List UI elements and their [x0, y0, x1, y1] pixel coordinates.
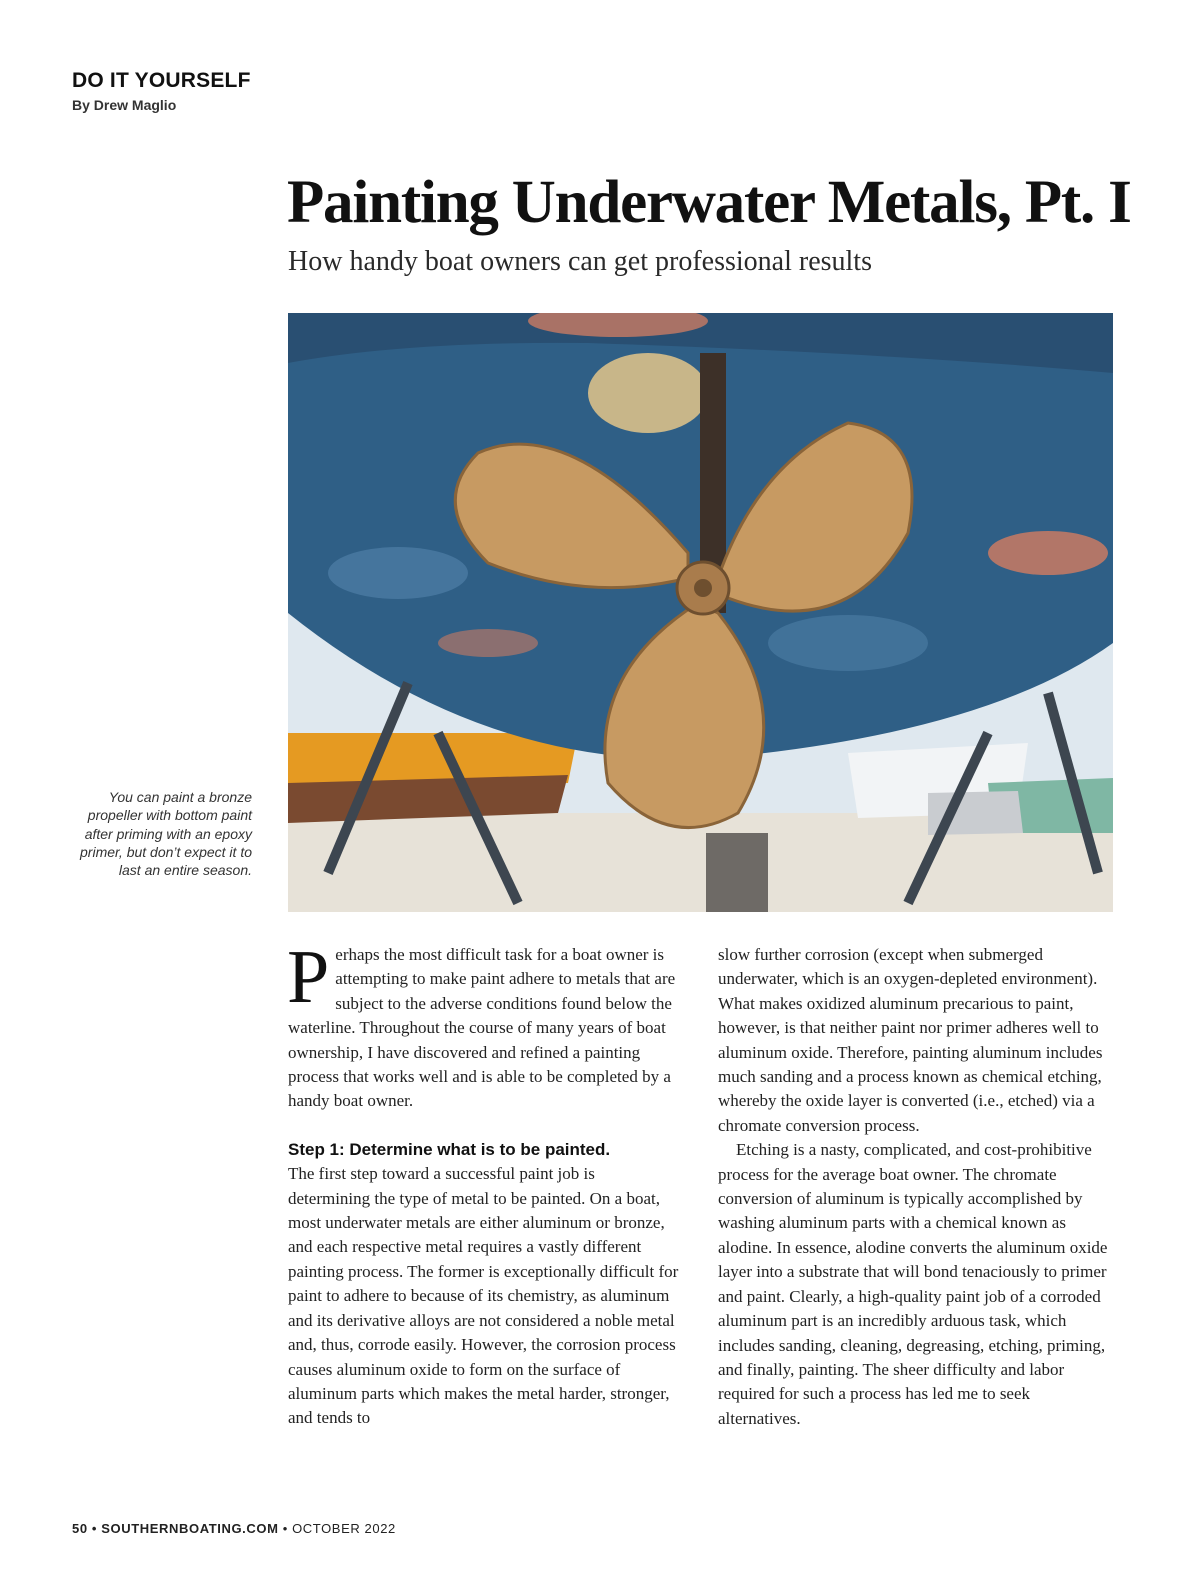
intro-text: erhaps the most difficult task for a boat owner is attempting to make paint adhere to metals that are subject to the adverse conditions found below the waterline. Throughout the course of many years of boat ownership, I have discovered and refined a painting process that works well and is able to be completed by a handy boat owner. [288, 945, 676, 1111]
article-subtitle: How handy boat owners can get professional results [288, 246, 872, 277]
site-name: SOUTHERNBOATING.COM [101, 1521, 279, 1536]
intro-paragraph [287, 935, 680, 1114]
step-1-heading: Step 1: Determine what is to be painted. [288, 1139, 611, 1159]
body-column-right [718, 943, 1110, 1431]
right-paragraph-2: Etching is a nasty, complicated, and cost-prohibitive process for the average boat owner. The chromate conversion of aluminum is typically accomplished by washing aluminum parts with a chemical known as alodine. In essence, alodine converts the aluminum oxide layer into a substrate that will bond tenaciously to primer and paint. Clearly, a high-quality paint job of a corroded aluminum part is an incredibly arduous task, which includes sanding, cleaning, degreasing, etching, priming, and finally, painting. The sheer difficulty and labor required for such a process has led me to seek alternatives. [718, 1140, 1108, 1428]
page-footer: 50 • SOUTHERNBOATING.COM • OCTOBER 2022 [72, 1521, 396, 1536]
body-column-left [287, 935, 680, 1431]
section-label: DO IT YOURSELF [72, 69, 251, 92]
article-title: Painting Underwater Metals, Pt. I [287, 169, 1131, 236]
byline: By Drew Maglio [72, 97, 177, 113]
drop-cap: P [287, 935, 330, 1019]
photo-caption: You can paint a bronze propeller with bottom paint after priming with an epoxy primer, but don’t expect it to last an entire season. [80, 789, 252, 879]
propeller-photo [288, 313, 1113, 912]
issue-date: OCTOBER 2022 [292, 1521, 396, 1536]
page-number: 50 [72, 1521, 88, 1536]
step-1-paragraph: The first step toward a successful paint job is determining the type of metal to be painted. On a boat, most underwater metals are either aluminum or bronze, and each respective metal requires a vastly different painting process. The former is exceptionally difficult for paint to adhere to because of its chemistry, as aluminum and its derivative alloys are not considered a noble metal and, thus, corrode easily. However, the corrosion process causes aluminum oxide to form on the surface of aluminum parts which makes the metal harder, stronger, and tends to [288, 1164, 679, 1428]
right-paragraph-1: slow further corrosion (except when submerged underwater, which is an oxygen-depleted environment). What makes oxidized aluminum precarious to paint, however, is that neither paint nor primer adheres well to aluminum oxide. Therefore, painting aluminum includes much sanding and a process known as chemical etching, whereby the oxide layer is converted (i.e., etched) via a chromate conversion process. [718, 945, 1103, 1135]
